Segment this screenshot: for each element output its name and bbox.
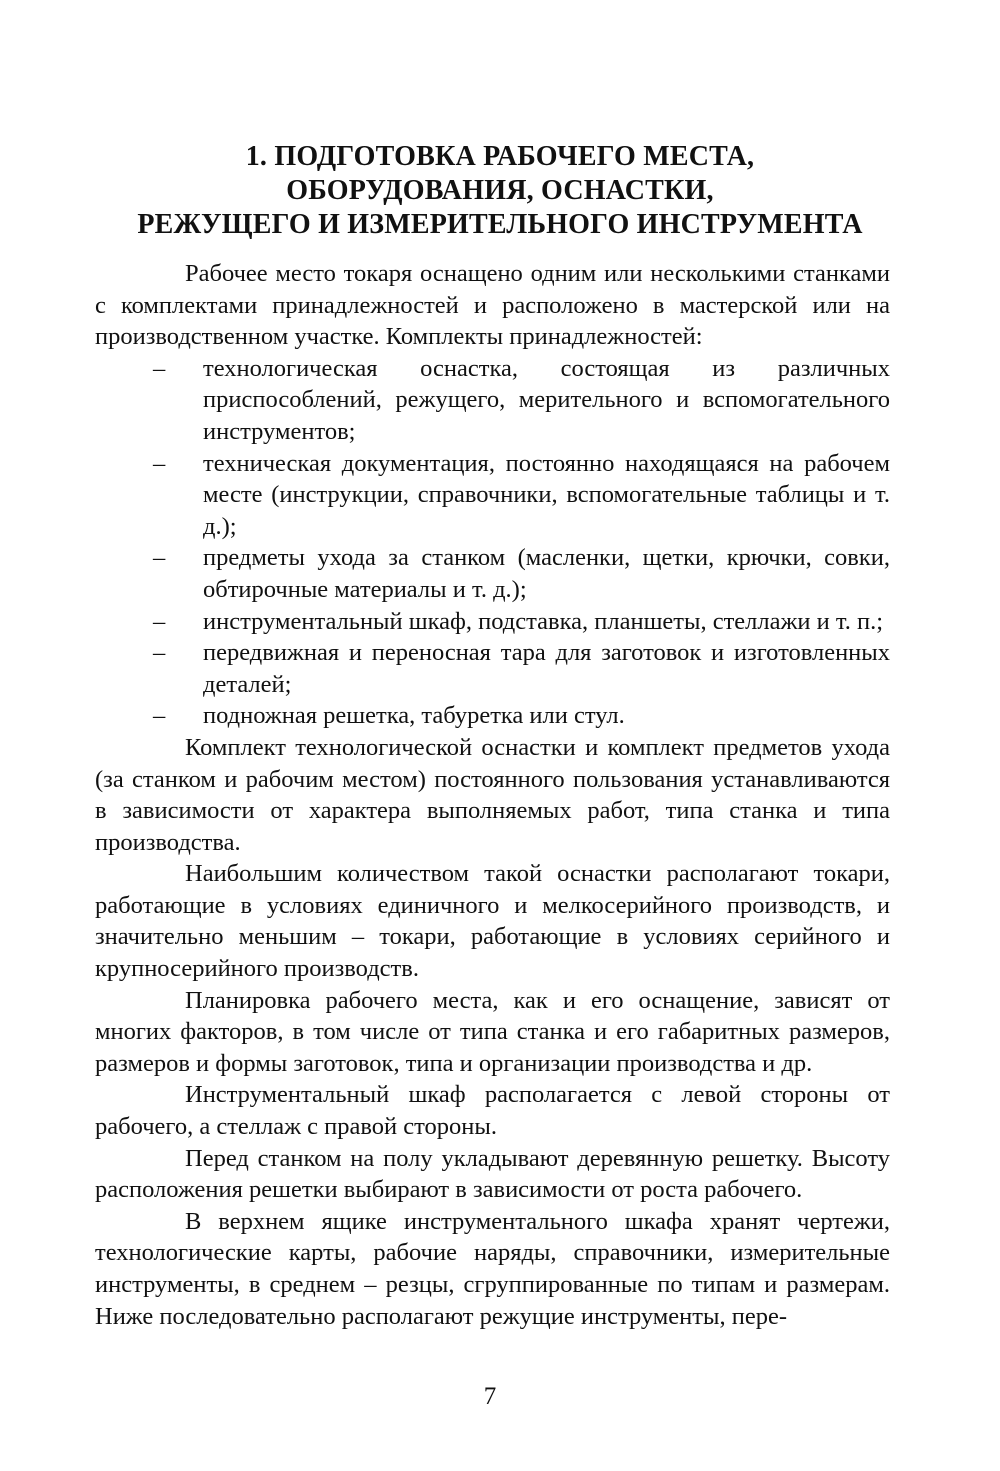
list-dash: – — [153, 607, 166, 635]
list-dash: – — [153, 354, 166, 382]
body-paragraph: Комплект технологической оснастки и комплект предметов ухода (за станком и рабочим местом) постоянного пользования устанавливаются в зависимости от характера выполняемых работ, типа станка и типа производства. — [95, 733, 890, 856]
list-item-text: передвижная и переносная тара для заготовок и изготовленных деталей; — [203, 639, 890, 698]
list-item-text: предметы ухода за станком (масленки, щетки, крючки, совки, обтирочные материалы и т. д.); — [203, 544, 890, 603]
body-text — [95, 258, 890, 1332]
list-dash: – — [153, 544, 166, 572]
list-dash: – — [153, 639, 166, 667]
list-item-text: техническая документация, постоянно находящаяся на рабочем месте (инструкции, справочники, вспомогательные таблицы и т. д.); — [203, 449, 890, 540]
list-item — [95, 448, 890, 543]
heading-line-2: ОБОРУДОВАНИЯ, ОСНАСТКИ, — [286, 175, 714, 206]
intro-paragraph: Рабочее место токаря оснащено одним или несколькими станками с комплектами принадлежностей и расположено в мастерской или на производственном участке. Комплекты принадлежностей: — [95, 260, 890, 351]
body-paragraph: Планировка рабочего места, как и его оснащение, зависят от многих факторов, в том числе от типа станка и его габаритных размеров, размеров и формы заготовок, типа и организации производства и др. — [95, 986, 890, 1077]
list-item — [95, 700, 890, 732]
body-paragraph: В верхнем ящике инструментального шкафа хранят чертежи, технологические карты, рабочие наряды, справочники, измерительные инструменты, в среднем – резцы, сгруппированные по типам и размерам. Ниже последовательно располагают режущие инструменты, пере- — [95, 1207, 890, 1330]
body-paragraph: Наибольшим количеством такой оснастки располагают токари, работающие в условиях единичного и мелкосерийного производств, и значительно меньшим – токари, работающие в условиях серийного и крупносерийного производств. — [95, 860, 890, 983]
body-paragraph: Инструментальный шкаф располагается с левой стороны от рабочего, а стеллаж с правой стороны. — [95, 1081, 890, 1141]
list-item-text: инструментальный шкаф, подставка, планшеты, стеллажи и т. п.; — [203, 607, 884, 635]
list-item — [95, 542, 890, 605]
page-number: 7 — [483, 1383, 497, 1410]
list-item — [95, 353, 890, 448]
list-dash: – — [153, 449, 166, 477]
list-item-text: технологическая оснастка, состоящая из различных приспособлений, режущего, мерительного и вспомогательного инструментов; — [203, 354, 890, 445]
list-item — [95, 606, 890, 638]
heading-line-1: 1. ПОДГОТОВКА РАБОЧЕГО МЕСТА, — [245, 141, 755, 172]
heading-line-3: РЕЖУЩЕГО И ИЗМЕРИТЕЛЬНОГО ИНСТРУМЕНТА — [137, 209, 863, 240]
section-heading — [120, 140, 880, 242]
list-item — [95, 637, 890, 700]
body-paragraph: Перед станком на полу укладывают деревянную решетку. Высоту расположения решетки выбирают в зависимости от роста рабочего. — [95, 1144, 890, 1204]
list-item-text: подножная решетка, табуретка или стул. — [203, 702, 625, 730]
accessories-list — [95, 353, 890, 732]
list-dash: – — [153, 702, 166, 730]
